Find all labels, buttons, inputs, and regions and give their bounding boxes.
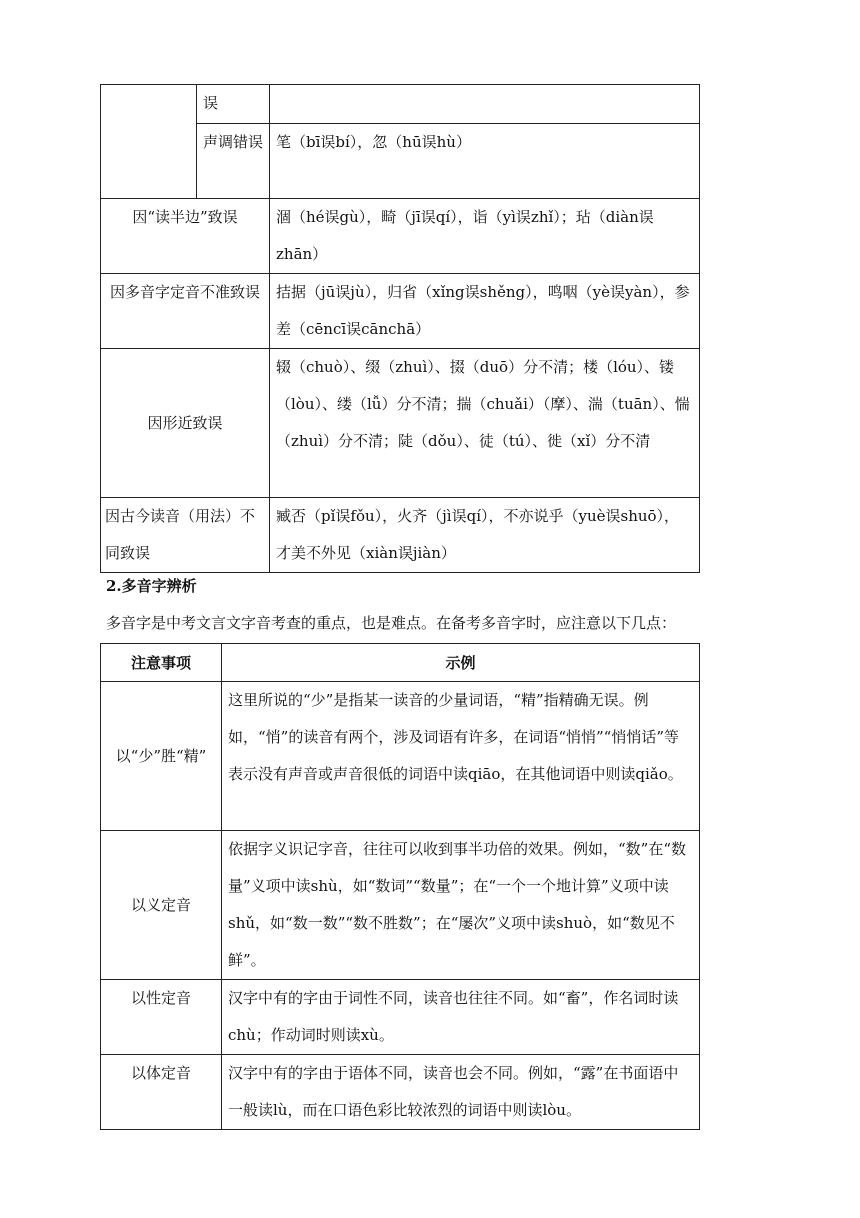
polyphone-table	[100, 643, 700, 1130]
example-cell: 汉字中有的字由于词性不同，读音也往往不同。如“畜”，作名词时读chù；作动词时则读xù。	[222, 980, 700, 1055]
tip-cell: 以性定音	[101, 980, 222, 1055]
example-cell: 这里所说的“少”是指某一读音的少量词语，“精”指精确无误。例如，“悄”的读音有两个，涉及词语有许多，在词语“悄悄”“悄悄话”等表示没有声音或声音很低的词语中读qiāo，在其他词语中则读qiǎo。	[222, 682, 700, 831]
section-intro: 多音字是中考文言文字音考查的重点，也是难点。在备考多音字时，应注意以下几点：	[106, 614, 677, 632]
subcategory-cell: 误	[197, 85, 270, 124]
example-cell: 臧否（pǐ误fǒu），火齐（jì误qí），不亦说乎（yuè误shuō），才美不外见（xiàn误jiàn）	[270, 498, 700, 573]
section-heading: 2.多音字辨析	[106, 577, 197, 595]
pronunciation-error-table	[100, 84, 700, 573]
table-row	[101, 1055, 700, 1130]
column-header: 注意事项	[101, 644, 222, 682]
tip-cell: 以体定音	[101, 1055, 222, 1130]
table-header-row	[101, 644, 700, 682]
table-row	[101, 199, 700, 274]
column-header: 示例	[222, 644, 700, 682]
example-cell: 辍（chuò）、缀（zhuì）、掇（duō）分不清；楼（lóu）、镂（lòu）、缕（lǚ）分不清；揣（chuǎi）（摩）、湍（tuān）、惴（zhuì）分不清；陡（dǒu）、徒（tú）、徙（xǐ）分不清	[270, 349, 700, 498]
example-cell	[270, 85, 700, 124]
tip-cell: 以“少”胜“精”	[101, 682, 222, 831]
category-cell	[101, 85, 197, 199]
table-row	[101, 831, 700, 980]
example-cell: 依据字义识记字音，往往可以收到事半功倍的效果。例如，“数”在“数量”义项中读shù，如“数词”“数量”；在“一个一个地计算”义项中读shǔ，如“数一数”“数不胜数”；在“屡次”义项中读shuò，如“数见不鲜”。	[222, 831, 700, 980]
example-cell: 笔（bī误bí），忽（hū误hù）	[270, 124, 700, 199]
example-cell: 汉字中有的字由于语体不同，读音也会不同。例如，“露”在书面语中一般读lù，而在口语色彩比较浓烈的词语中则读lòu。	[222, 1055, 700, 1130]
example-cell: 涸（hé误gù），畸（jī误qí），诣（yì误zhǐ）；玷（diàn误zhān）	[270, 199, 700, 274]
category-cell: 因多音字定音不准致误	[101, 274, 270, 349]
table-row	[101, 498, 700, 573]
table-row	[101, 274, 700, 349]
category-cell: 因“读半边”致误	[101, 199, 270, 274]
table-row	[101, 85, 700, 124]
table-row	[101, 682, 700, 831]
category-cell: 因古今读音（用法）不同致误	[101, 498, 270, 573]
tip-cell: 以义定音	[101, 831, 222, 980]
category-cell: 因形近致误	[101, 349, 270, 498]
subcategory-cell: 声调错误	[197, 124, 270, 199]
table-row	[101, 349, 700, 498]
example-cell: 拮据（jū误jù），归省（xǐng误shěng），鸣咽（yè误yàn），参差（cēncī误cānchā）	[270, 274, 700, 349]
table-row	[101, 980, 700, 1055]
